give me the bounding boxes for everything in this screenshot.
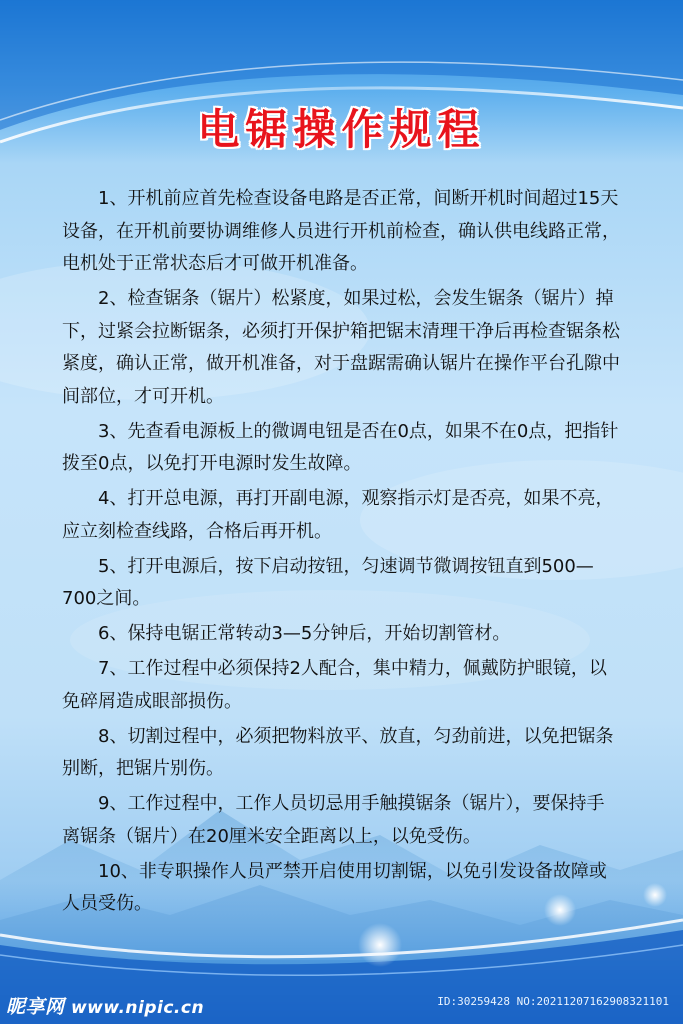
watermark-url: www.nipic.cn bbox=[70, 998, 205, 1018]
procedure-item-1: 1、开机前应首先检查设备电路是否正常，间断开机时间超过15天设备，在开机前要协调维修人员进行开机前检查，确认供电线路正常，电机处于正常状态后才可做开机准备。 bbox=[62, 188, 620, 274]
procedure-list bbox=[62, 183, 622, 923]
procedure-item-4: 4、打开总电源，再打开副电源，观察指示灯是否亮，如果不亮，应立刻检查线路，合格后再开机。 bbox=[62, 488, 614, 542]
procedure-item-8: 8、切割过程中，必须把物料放平、放直，匀劲前进，以免把锯条别断，把锯片别伤。 bbox=[62, 725, 614, 779]
procedure-item-9: 9、工作过程中，工作人员切忌用手触摸锯条（锯片），要保持手离锯条（锯片）在20厘米安全距离以上，以免受伤。 bbox=[62, 793, 605, 847]
procedure-item-3: 3、先查看电源板上的微调电钮是否在0点，如果不在0点，把指针拨至0点，以免打开电源时发生故障。 bbox=[62, 420, 619, 474]
watermark-id: ID:30259428 NO:20211207162908321101 bbox=[437, 995, 669, 1008]
procedure-item-6: 6、保持电锯正常转动3—5分钟后，开始切割管材。 bbox=[98, 623, 511, 644]
watermark-logo bbox=[6, 992, 204, 1019]
page-title: 电锯操作规程 bbox=[197, 105, 486, 154]
procedure-item-10: 10、非专职操作人员严禁开启使用切割锯，以免引发设备故障或人员受伤。 bbox=[62, 860, 607, 914]
procedure-item-2: 2、检查锯条（锯片）松紧度，如果过松，会发生锯条（锯片）掉下，过紧会拉断锯条，必须打开保护箱把锯末清理干净后再检查锯条松紧度，确认正常，做开机准备，对于盘踞需确认锯片在操作平台孔隙中间部位，才可开机。 bbox=[62, 288, 620, 407]
procedure-item-7: 7、工作过程中必须保持2人配合，集中精力，佩戴防护眼镜，以免碎屑造成眼部损伤。 bbox=[62, 658, 607, 712]
watermark-brand: 昵享网 bbox=[6, 996, 65, 1018]
procedure-item-5: 5、打开电源后，按下启动按钮，匀速调节微调按钮直到500—700之间。 bbox=[62, 555, 594, 609]
